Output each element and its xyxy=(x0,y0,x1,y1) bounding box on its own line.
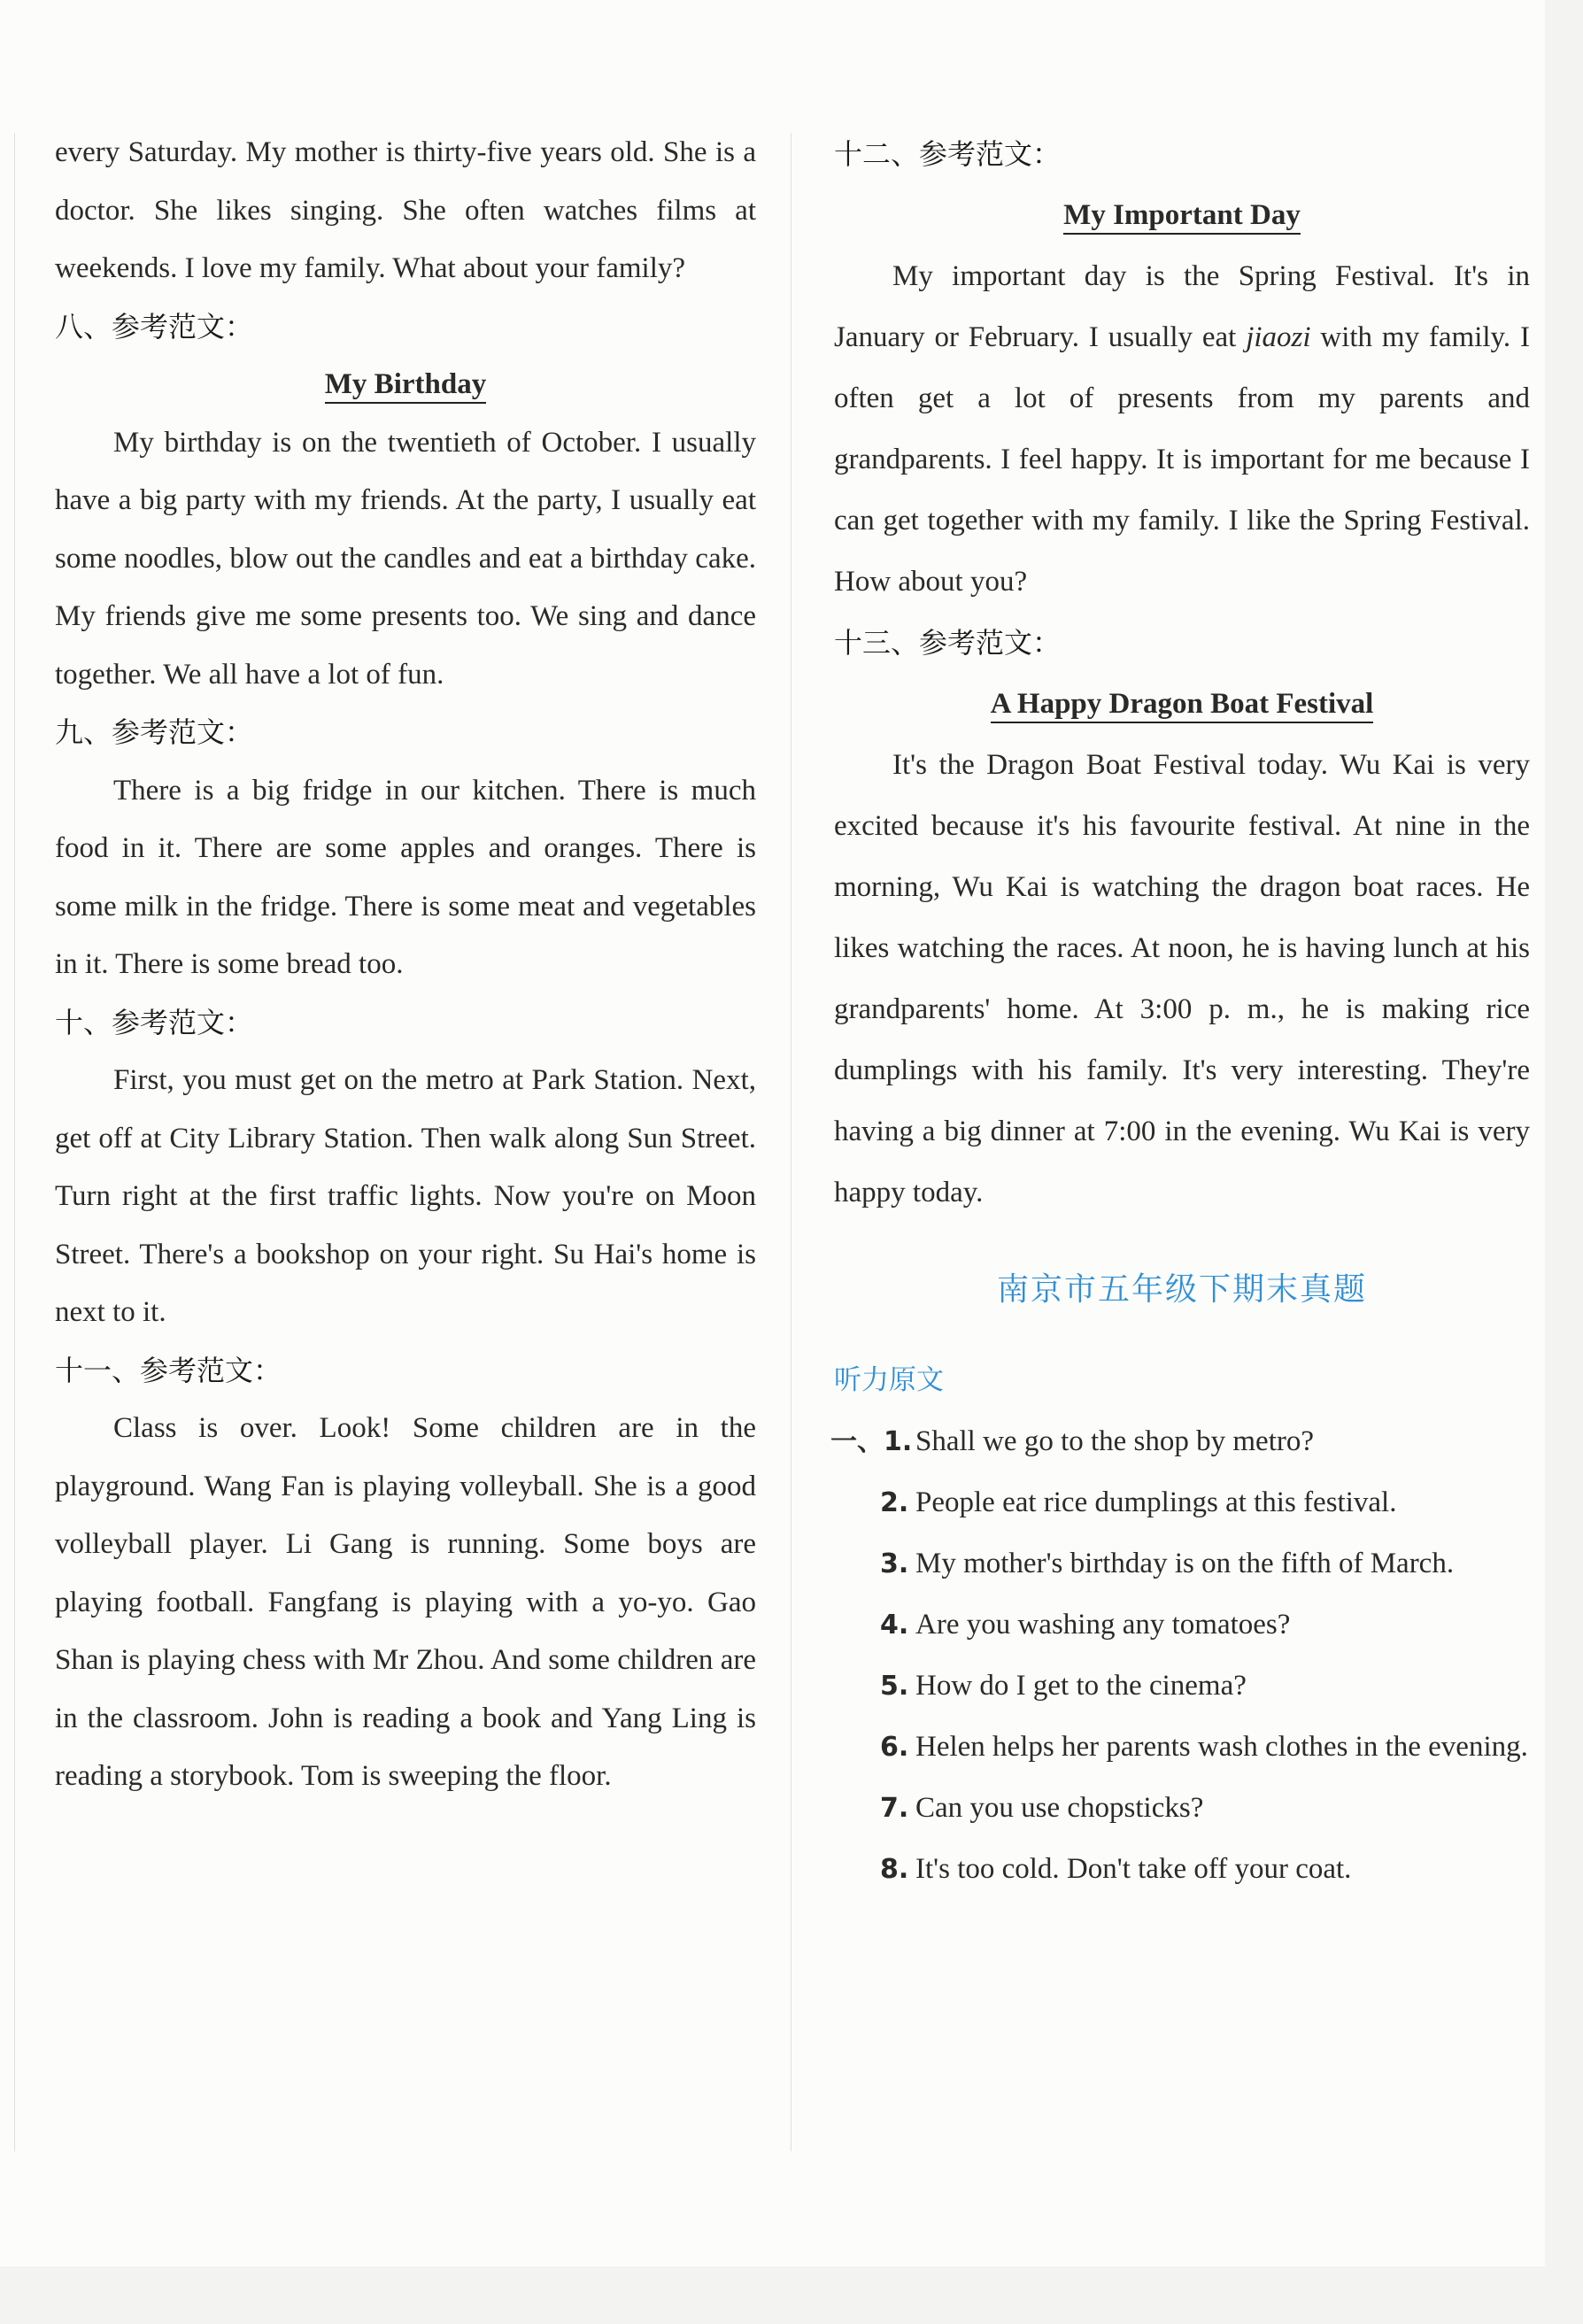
column-divider xyxy=(791,133,792,2151)
paragraph-playground: Class is over. Look! Some children are in the playground. Wang Fan is playing volleyball. She is a good volleyball player. Li Gang is running. Some boys are playing football. Fangfang is playing with a yo-yo. Gao Shan is playing chess with Mr Zhou. And some children are in the classroom. John is reading a book and Yang Ling is reading a storybook. Tom is sweeping the floor. xyxy=(55,1412,756,1792)
section-9-heading: 九、参考范文： xyxy=(55,715,254,749)
listening-script-label: 听力原文 xyxy=(834,1364,944,1396)
exam-heading: 南京市五年级下期末真题 xyxy=(996,1271,1367,1308)
paragraph-fridge: There is a big fridge in our kitchen. There is much food in it. There are some apples and oranges. There is some milk in the fridge. There is some meat and vegetables in it. There is some bread too. xyxy=(55,774,756,980)
paragraph-dragon-boat: It's the Dragon Boat Festival today. Wu Kai is very excited because it's his favourite festival. At nine in the morning, Wu Kai is watching the dragon boat races. He likes watching the races. At noon, he is having lunch at his grandparents' home. At 3:00 p. m., he is making rice dumplings with his family. It's very interesting. They're having a big dinner at 7:00 in the evening. Wu Kai is very happy today. xyxy=(834,749,1530,1208)
section-13-heading: 十三、参考范文： xyxy=(834,626,1062,660)
list-item: 5. How do I get to the cinema? xyxy=(880,1670,1247,1702)
section-10-heading: 十、参考范文： xyxy=(55,1005,254,1039)
left-column xyxy=(55,124,756,1806)
paragraph-birthday: My birthday is on the twentieth of October. I usually have a big party with my friends. At the party, I usually eat some noodles, blow out the candles and eat a birthday cake. My friends give me some presents too. We sing and dance together. We all have a lot of fun. xyxy=(55,426,756,691)
left-margin-rule xyxy=(14,133,15,2151)
section-11-heading: 十一、参考范文： xyxy=(55,1353,282,1387)
paragraph-spring-festival: My important day is the Spring Festival. It's in January or February. I usually eat jiaozi with my family. I often get a lot of presents from my parents and grandparents. I feel happy. It is important for me because I can get together with my family. I like the Spring Festival. How about you? xyxy=(834,260,1530,598)
section-8-heading: 八、参考范文： xyxy=(55,309,254,344)
list-item: 8. It's too cold. Don't take off your coat. xyxy=(880,1853,1352,1885)
paragraph-family: every Saturday. My mother is thirty-five years old. She is a doctor. She likes singing. She often watches films at weekends. I love my family. What about your family? xyxy=(55,136,756,284)
list-item: 一、1. Shall we go to the shop by metro? xyxy=(830,1425,1315,1457)
list-item: 7. Can you use chopsticks? xyxy=(880,1792,1204,1824)
section-12-heading: 十二、参考范文： xyxy=(834,137,1062,171)
essay-title-birthday: My Birthday xyxy=(55,356,756,414)
list-item: 6. Helen helps her parents wash clothes in the evening. xyxy=(880,1731,1528,1763)
right-column xyxy=(830,124,1530,1900)
list-item: 4. Are you washing any tomatoes? xyxy=(880,1609,1291,1641)
essay-title-dragon-boat: A Happy Dragon Boat Festival xyxy=(834,674,1530,735)
list-item: 2. People eat rice dumplings at this festival. xyxy=(880,1486,1397,1518)
list-item: 3. My mother's birthday is on the fifth of March. xyxy=(880,1548,1455,1579)
paragraph-directions: First, you must get on the metro at Park Station. Next, get off at City Library Station. Then walk along Sun Street. Turn right at the first traffic lights. Now you're on Moon Street. There's a bookshop on your right. Su Hai's home is next to it. xyxy=(55,1064,756,1328)
essay-title-important-day: My Important Day xyxy=(834,185,1530,246)
